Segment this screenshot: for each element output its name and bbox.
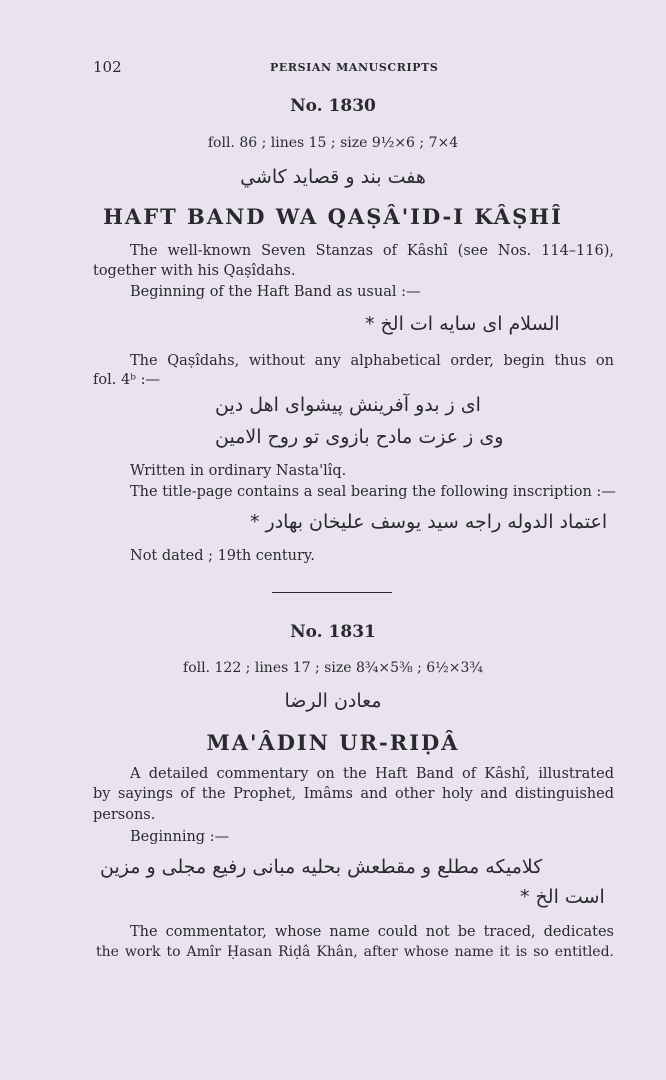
entry-1830-date: Not dated ; 19th century. bbox=[130, 548, 315, 564]
entry-1830-seal-text: اعتماد الدوله راجه سيد يوسف عليخان بهادر * bbox=[250, 511, 608, 533]
entry-1830-qasida-line1: The Qaṣîdahs, without any alphabetical order, begin thus on bbox=[130, 353, 614, 369]
running-head: PERSIAN MANUSCRIPTS bbox=[270, 61, 439, 74]
entry-1830-qasida-line2: fol. 4ᵇ :— bbox=[93, 372, 160, 388]
entry-1830-description-line1: The well-known Seven Stanzas of Kâshî (see Nos. 114–116), bbox=[130, 243, 614, 259]
entry-1831-description-line1: A detailed commentary on the Haft Band of Kâshî, illustrated bbox=[130, 766, 614, 782]
entry-1831-comment-line2: the work to Amîr Ḥasan Riḍâ Khân, after whose name it is so entitled. bbox=[96, 944, 614, 960]
entry-1831-title: MA'ÂDIN UR-RIḌÂ bbox=[206, 730, 460, 755]
section-divider bbox=[272, 592, 392, 593]
entry-1830-beginning-quote: السلام اى سايه ات الخ * bbox=[365, 313, 560, 335]
entry-1831-beginning-label: Beginning :— bbox=[130, 829, 230, 845]
entry-1830-title: HAFT BAND WA QAṢÂ'ID-I KÂṢHÎ bbox=[103, 204, 563, 229]
entry-1830-meta: foll. 86 ; lines 15 ; size 9½×6 ; 7×4 bbox=[207, 135, 459, 151]
entry-1831-beginning-quote2: است الخ * bbox=[520, 886, 605, 908]
entry-1830-verse2: وى ز عزت مادح بازوى تو روح الامين bbox=[215, 426, 504, 448]
entry-1830-description-line2: together with his Qaṣîdahs. bbox=[93, 263, 296, 279]
entry-1830-seal-note: The title-page contains a seal bearing the following inscription :— bbox=[130, 484, 616, 500]
entry-1831-number: No. 1831 bbox=[290, 622, 376, 642]
entry-1831-meta: foll. 122 ; lines 17 ; size 8¾×5⅜ ; 6½×3¾ bbox=[183, 660, 483, 676]
entry-1830-number: No. 1830 bbox=[290, 96, 376, 116]
entry-1830-persian-title: هفت بند و قصايد كاشي bbox=[240, 166, 426, 188]
entry-1831-beginning-quote1: كلاميكه مطلع و مقطعش بحليه مبانى رفيع مجلى و مزين bbox=[100, 856, 543, 878]
entry-1831-comment-line1: The commentator, whose name could not be traced, dedicates bbox=[130, 924, 614, 940]
entry-1831-description-line3: persons. bbox=[93, 807, 156, 823]
entry-1831-persian-title: معادن الرضا bbox=[284, 690, 382, 712]
entry-1831-description-line2: by sayings of the Prophet, Imâms and other holy and distinguished bbox=[93, 786, 614, 802]
entry-1830-script-note: Written in ordinary Nasta'lîq. bbox=[130, 463, 347, 479]
entry-1830-beginning-label: Beginning of the Haft Band as usual :— bbox=[130, 284, 421, 300]
page-number: 102 bbox=[93, 58, 122, 76]
entry-1830-verse1: اى ز بدو آفرينش پيشواى اهل دين bbox=[215, 394, 481, 416]
